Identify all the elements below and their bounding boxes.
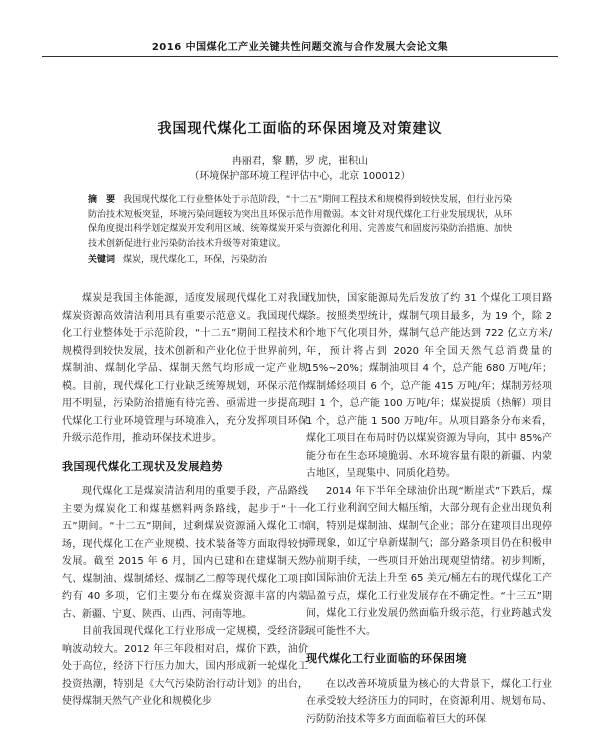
body-paragraph: 现代煤化工是煤炭清洁利用的重要手段，产品路线主要为煤炭化工和煤基燃料两条路线，起步于“十一五”期间。“十二五”期间，过剩煤炭资源涌入煤化工市场，现代煤化工在产业规模、技术装备等方面取得较快发展。截至 2015 年 6 月，国内已建和在建煤制天然气、煤制油、煤制烯烃、煤制乙二醇等现代煤化工项目约有 40 多项，它们主要分布在煤炭资源丰富的内蒙古、新疆、宁夏、陕西、山西、河南等地。 [62,486,308,620]
abstract-label: 摘 要 [88,195,116,205]
keywords-label: 关键词 [88,255,116,265]
section-heading: 现代煤化工行业面临的环保困境 [306,652,467,665]
body-paragraph: 在以改善环境质量为核心的大背景下，煤化工行业在承受较大经济压力的同时，在资源利用、规划布局、污防防治技术等多方面面临着巨大的环保 [306,678,552,725]
keywords [88,252,512,265]
keywords-text: 煤炭，现代煤化工，环保，污染防治 [123,255,268,265]
section-heading: 我国现代煤化工现状及发展趋势 [62,459,223,473]
header-rule [42,56,558,57]
body-paragraph: 目前我国现代煤化工行业形成一定规模，受经济影响波动较大。2012 年三年段相对启，煤价下跌，油价处于高位，经济下行压力加大，国内形成新一轮煤化工投资热潮，特别是《大气污染防治行动计划》的出台，使得煤制天然气产业化和规模化步 [62,626,308,707]
paper-affiliation: （环境保护部环境工程评估中心，北京 100012） [189,171,411,182]
running-header: 2016 中国煤化工产业关键共性问题交流与合作发展大会论文集 [151,42,449,53]
right-column [306,290,552,728]
paper-title: 我国现代煤化工面临的环保困境及对策建议 [157,121,443,137]
body-paragraph: 煤炭是我国主体能源，适度发展现代煤化工对我国煤炭资源高效清洁利用具有重要示范意义。我国现代煤化工行业整体处于示范阶段，“十二五”期间工程技术和规模得到较快发展，技术创新和产业化位于世界前列，煤制油、煤制化学品、煤制天然气均形成一定产业规模。目前，现代煤化工行业缺乏统筹规划，环保示范作用不明显，污染防治措施有待完善、亟需进一步提高现代煤化工行业环境管理与环境准入，充分发挥项目环保升级示范作用，推动环保技术进步。 [62,293,308,444]
left-column [62,290,308,711]
abstract [88,193,512,251]
abstract-text: 我国现代煤化工行业整体处于示范阶段，“十二五”期间工程技术和规模得到较快发展，但行业污染防治技术短板突显，环境污染问题较为突出且环保示范作用微弱。本文针对现代煤化工行业发展现状，从环保角度提出科学划定煤炭开发利用区域、统筹煤炭开采与资源化利用、完善废气和固废污染防治措施、加快技术创新促进行业污染防治技术升级等对策建议。 [88,195,512,249]
paper-authors: 冉丽君，黎 鹏，罗 虎，崔积山 [231,156,369,167]
body-paragraph: 伐加快，国家能源局先后发放了约 31 个煤化工项目路条。按照类型统计，煤制气项目最多，为 19 个，除 2 个地下气化项目外，煤制气总产能达到 722 亿立方米/年，预计将占到 2020 年全国天然气总消费量的 15%~20%；煤制油项目 4 个，总产能 680 万吨/年；煤制烯烃项目 6 个，总产能 415 万吨/年；煤制芳烃项目 1 个，总产能 100 万吨/年；煤炭提质（热解）项目 1 个，总产能 1 500 万吨/年。从项目路条分布来看，煤化工项目在布局时仍以煤炭资源为导向，其中 85%产能分布在生态环境脆弱、水环境容量有限的新疆、内蒙古地区，呈现集中、同质化趋势。 [306,293,552,479]
body-paragraph: 2014 年下半年全球油价出现“断崖式”下跌后，煤化工行业利润空间大幅压缩，大部分现有企业出现负利润，特别是煤制油、煤制气企业；部分在建项目出现停滞现象，如辽宁阜新煤制气；部分路条项目仍在积极申办前期手续，一些项目开始出现观望情绪。初步判断，如国际油价无法上升至 65 美元/桶左右的现代煤化工产品盈亏点，煤化工行业发展存在不确定性。“十三五”期间，煤化工行业发展仍然面临升级示范，行业跨越式发展可能性不大。 [306,485,552,637]
